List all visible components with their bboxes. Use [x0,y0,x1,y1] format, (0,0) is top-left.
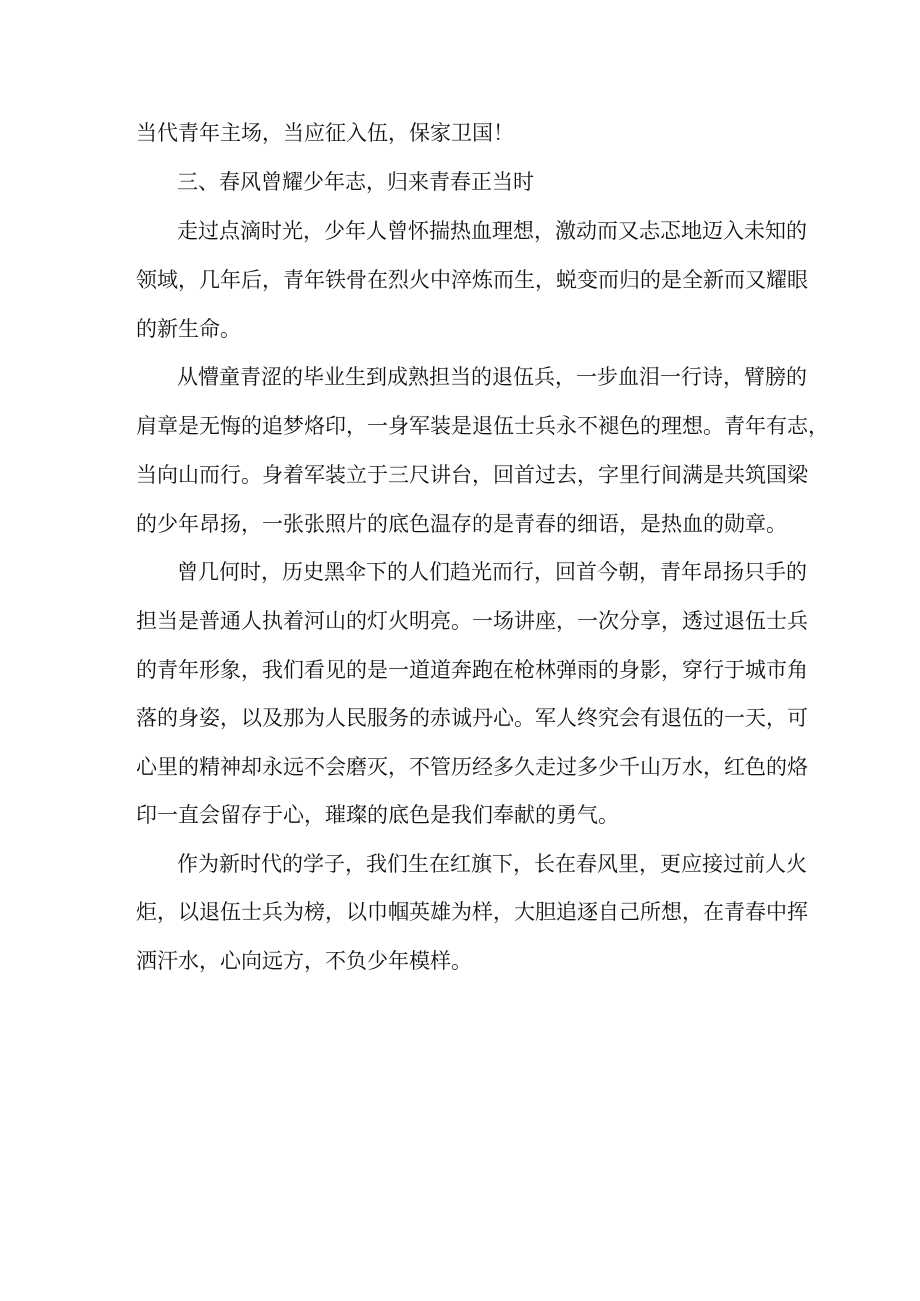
section-heading: 三、春风曾耀少年志，归来青春正当时 [177,170,534,194]
text-line: 肩章是无悔的追梦烙印，一身军装是退伍士兵永不褪色的理想。青年有志， [136,414,829,438]
text-line: 印一直会留存于心，璀璨的底色是我们奉献的勇气。 [136,803,619,827]
text-line: 担当是普通人执着河山的灯火明亮。一场讲座，一次分享，透过退伍士兵 [136,609,808,633]
text-line: 心里的精神却永远不会磨灭，不管历经多久走过多少千山万水，红色的烙 [136,755,808,779]
text-line: 当代青年主场，当应征入伍，保家卫国！ [136,121,514,145]
text-line: 洒汗水，心向远方，不负少年模样。 [136,949,472,973]
text-line: 的新生命。 [136,317,241,341]
text-line: 炬，以退伍士兵为榜，以巾帼英雄为样，大胆追逐自己所想，在青春中挥 [136,900,808,924]
text-line: 曾几何时，历史黑伞下的人们趋光而行，回首今朝，青年昂扬只手的 [177,560,807,584]
text-line: 的少年昂扬，一张张照片的底色温存的是青春的细语，是热血的勋章。 [136,512,787,536]
text-line: 落的身姿，以及那为人民服务的赤诚丹心。军人终究会有退伍的一天，可 [136,706,808,730]
text-line: 作为新时代的学子，我们生在红旗下，长在春风里，更应接过前人火 [177,852,807,876]
text-line: 走过点滴时光，少年人曾怀揣热血理想，激动而又忐忑地迈入未知的 [177,219,807,243]
text-line: 从懵童青涩的毕业生到成熟担当的退伍兵，一步血泪一行诗，臂膀的 [177,365,807,389]
text-line: 的青年形象，我们看见的是一道道奔跑在枪林弹雨的身影，穿行于城市角 [136,658,808,682]
text-line: 领域，几年后，青年铁骨在烈火中淬炼而生，蜕变而归的是全新而又耀眼 [136,268,808,292]
text-line: 当向山而行。身着军装立于三尺讲台，回首过去，字里行间满是共筑国梁 [136,463,808,487]
